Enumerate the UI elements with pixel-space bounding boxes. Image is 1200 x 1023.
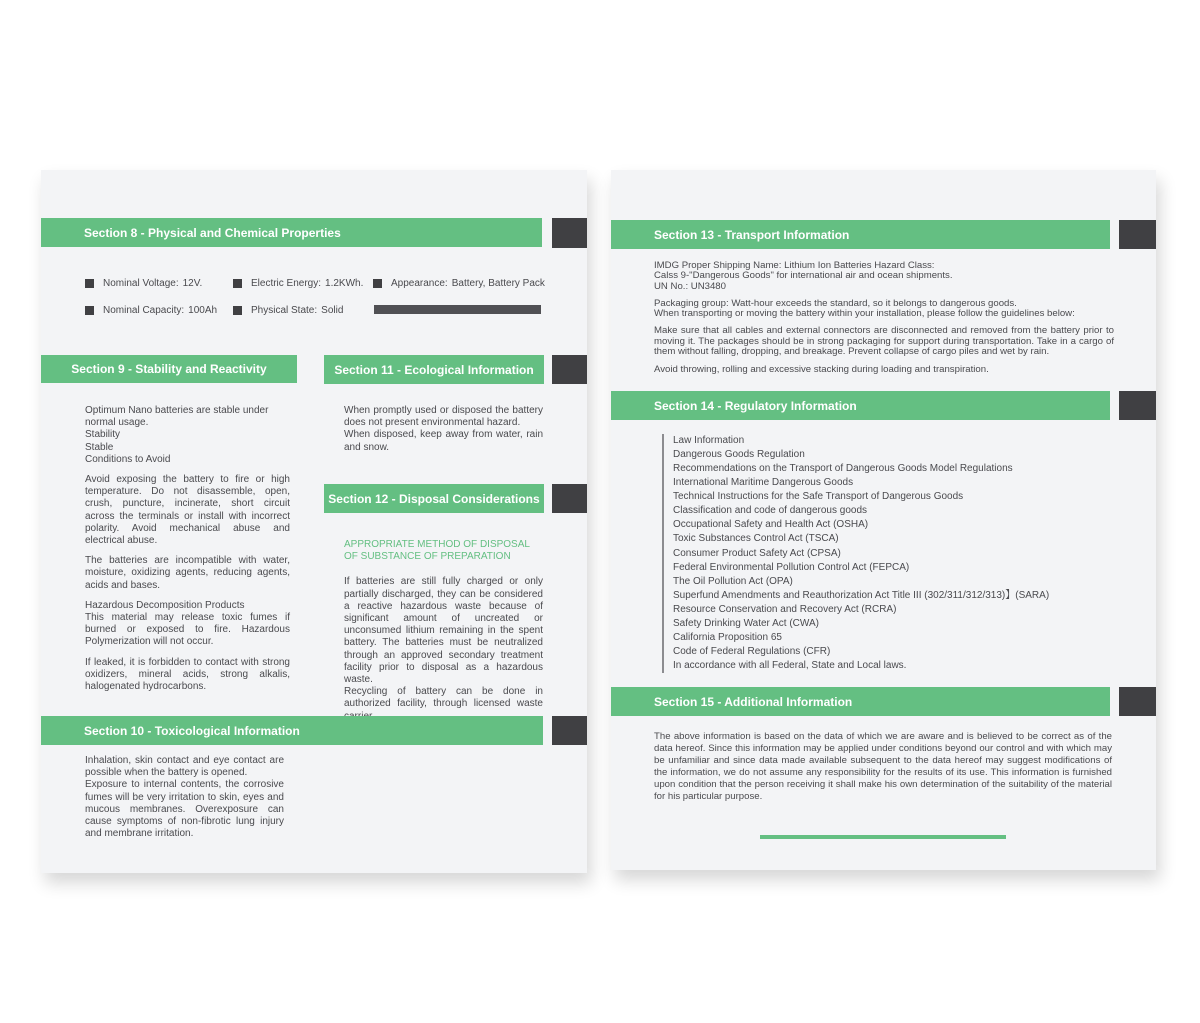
section-12-accent-block	[552, 484, 587, 513]
property-value: 12V.	[182, 278, 203, 289]
section-12-header	[324, 484, 544, 513]
section-8-title: Section 8 - Physical and Chemical Properties	[84, 225, 341, 240]
stacking-text: Avoid throwing, rolling and excessive stacking during loading and transpiration.	[654, 364, 989, 376]
ecological-text: When disposed, keep away from water, rain and snow.	[344, 429, 543, 453]
section-14-header	[611, 391, 1110, 420]
list-item: Recommendations on the Transport of Dangerous Goods Model Regulations	[673, 463, 1013, 475]
property-electric-energy	[233, 278, 363, 289]
bullet-square-icon	[233, 279, 242, 288]
section-11-header	[324, 355, 544, 384]
section-10-body	[85, 755, 284, 840]
section-8-header	[41, 218, 542, 247]
bullet-square-icon	[233, 306, 242, 315]
section-9-header	[41, 355, 297, 383]
leak-text: If leaked, it is forbidden to contact with strong oxidizers, mineral acids, strong alkalis, halogenated hydrocarbons.	[85, 656, 290, 693]
property-value: 1.2KWh.	[325, 278, 364, 289]
bullet-square-icon	[85, 279, 94, 288]
bullet-square-icon	[85, 306, 94, 315]
list-item: Safety Drinking Water Act (CWA)	[673, 617, 819, 629]
text-line: Conditions to Avoid	[85, 453, 171, 465]
list-item: The Oil Pollution Act (OPA)	[673, 575, 793, 587]
list-item: Code of Federal Regulations (CFR)	[673, 645, 831, 657]
text-line: Packaging group: Watt-hour exceeds the standard, so it belongs to dangerous goods.	[654, 297, 1017, 309]
section-15-body	[654, 731, 1112, 804]
property-label: Nominal Voltage:	[103, 278, 179, 289]
list-item: Federal Environmental Pollution Control Act (FEPCA)	[673, 561, 910, 573]
property-physical-state	[233, 305, 343, 316]
stability-intro	[85, 405, 290, 466]
section-11-body	[344, 405, 543, 454]
section-13-body	[654, 261, 1114, 376]
additional-info-text: The above information is based on the data of which we are aware and is believed to be correct as of the data hereof. Since this information may be applied under conditions beyond our control and with which may be unfamiliar and since data made available subsequent to the data hereof may suggest modifications of the information, we do not assume any responsibility for the results of its use. This information is furnished upon condition that the person receiving it shall make his own determination of the suitability of the material for his particular purpose.	[654, 731, 1112, 803]
section-13-header	[611, 220, 1110, 249]
section-9-title: Section 9 - Stability and Reactivity	[71, 362, 267, 376]
text-line: IMDG Proper Shipping Name: Lithium Ion Batteries Hazard Class:	[654, 260, 935, 271]
property-value: 100Ah	[188, 305, 218, 316]
regulations-list	[662, 434, 1093, 673]
property-label: Nominal Capacity:	[103, 305, 185, 316]
decomposition-text: This material may release toxic fumes if burned or exposed to fire. Hazardous Polymerization will not occur.	[85, 612, 290, 648]
section-10-title: Section 10 - Toxicological Information	[84, 723, 300, 738]
section-11-accent-block	[552, 355, 587, 384]
property-label: Appearance:	[391, 278, 448, 289]
list-item: Resource Conservation and Recovery Act (RCRA)	[673, 603, 897, 615]
conditions-to-avoid-text: Avoid exposing the battery to fire or high temperature. Do not disassemble, open, crush, puncture, incinerate, short circuit across the terminals or install with incorrect polarity. Avoid mechanical abuse and electrical abuse.	[85, 474, 290, 547]
footer-accent-line	[760, 835, 1006, 839]
section-9-body	[85, 405, 290, 693]
property-appearance	[373, 278, 545, 289]
section-14-accent-block	[1119, 391, 1156, 420]
property-value: Battery, Battery Pack	[451, 278, 545, 289]
decomposition-heading: Hazardous Decomposition Products	[85, 599, 245, 611]
list-item: California Proposition 65	[673, 631, 782, 643]
list-item: In accordance with all Federal, State and Local laws.	[673, 660, 907, 671]
toxicology-text: Exposure to internal contents, the corrosive fumes will be very irritation to skin, eyes and mucous membranes. Overexposure can cause symptoms of non-fibrotic lung injury and membrane irritation.	[85, 779, 284, 840]
disposal-text: If batteries are still fully charged or only partially discharged, they can be considered a reactive hazardous waste because of significant amount of uncreated or unconsumed lithium remaining in the spent battery. The batteries must be neutralized through an approved secondary treatment facility prior to disposal as a hazardous waste.	[344, 576, 543, 686]
list-item: Superfund Amendments and Reauthorization Act Title III (302/311/312/313)】(SARA)	[673, 589, 1050, 601]
packaging-info	[654, 299, 1114, 320]
property-label: Physical State:	[251, 305, 318, 316]
section-10-header	[41, 716, 543, 745]
shipping-info	[654, 261, 1114, 292]
bullet-square-icon	[373, 279, 382, 288]
text-line: Stability	[85, 429, 121, 441]
text-line: Calss 9-"Dangerous Goods" for international air and ocean shipments.	[654, 270, 953, 282]
transport-guidelines-text: Make sure that all cables and external connectors are disconnected and removed from the battery prior to moving it. The packages should be in strong packaging for support during transportation. Take in a cargo of them without falling, dropping, and breakage. Prevent collapse of cargo piles and wet by rain.	[654, 325, 1114, 358]
text-line: When transporting or moving the battery within your installation, please follow the guidelines below:	[654, 308, 1075, 320]
list-item: Consumer Product Safety Act (CPSA)	[673, 547, 841, 559]
incompatibility-text: The batteries are incompatible with water, moisture, oxidizing agents, reducing agents, acids and bases.	[85, 555, 290, 591]
section-15-header	[611, 687, 1110, 716]
property-nominal-voltage	[85, 278, 202, 289]
section-15-accent-block	[1119, 687, 1156, 716]
text-line: UN No.: UN3480	[654, 280, 726, 292]
toxicology-text: Inhalation, skin contact and eye contact are possible when the battery is opened.	[85, 755, 284, 779]
list-item: Classification and code of dangerous goods	[673, 505, 868, 517]
list-item: Technical Instructions for the Safe Transport of Dangerous Goods	[673, 491, 964, 503]
recycling-text: Recycling of battery can be done in authorized facility, through licensed waste	[344, 686, 543, 710]
text-line: Stable	[85, 441, 114, 453]
property-value: Solid	[321, 305, 344, 316]
section-11-title: Section 11 - Ecological Information	[334, 362, 534, 377]
section-10-accent-block	[552, 716, 587, 745]
properties-divider-bar	[374, 305, 541, 314]
section-13-accent-block	[1119, 220, 1156, 249]
section-13-title: Section 13 - Transport Information	[654, 227, 850, 242]
list-item: Toxic Substances Control Act (TSCA)	[673, 533, 839, 545]
section-12-title: Section 12 - Disposal Considerations	[328, 491, 540, 506]
list-item: Dangerous Goods Regulation	[673, 449, 805, 461]
list-item: Law Information	[673, 435, 745, 446]
ecological-text: When promptly used or disposed the battery does not present environmental hazard.	[344, 405, 543, 429]
property-nominal-capacity	[85, 305, 217, 316]
disposal-subheading: APPROPRIATE METHOD OF DISPOSAL OF SUBSTANCE OF PREPARATION	[344, 539, 530, 563]
text-line: Optimum Nano batteries are stable under	[85, 405, 269, 416]
text-line: normal usage.	[85, 417, 149, 429]
section-14-title: Section 14 - Regulatory Information	[654, 398, 857, 413]
list-item: International Maritime Dangerous Goods	[673, 477, 854, 489]
property-label: Electric Energy:	[251, 278, 322, 289]
section-12-body	[344, 539, 543, 723]
list-item: Occupational Safety and Health Act (OSHA)	[673, 519, 869, 531]
section-8-accent-block	[552, 218, 587, 248]
section-15-title: Section 15 - Additional Information	[654, 694, 853, 709]
